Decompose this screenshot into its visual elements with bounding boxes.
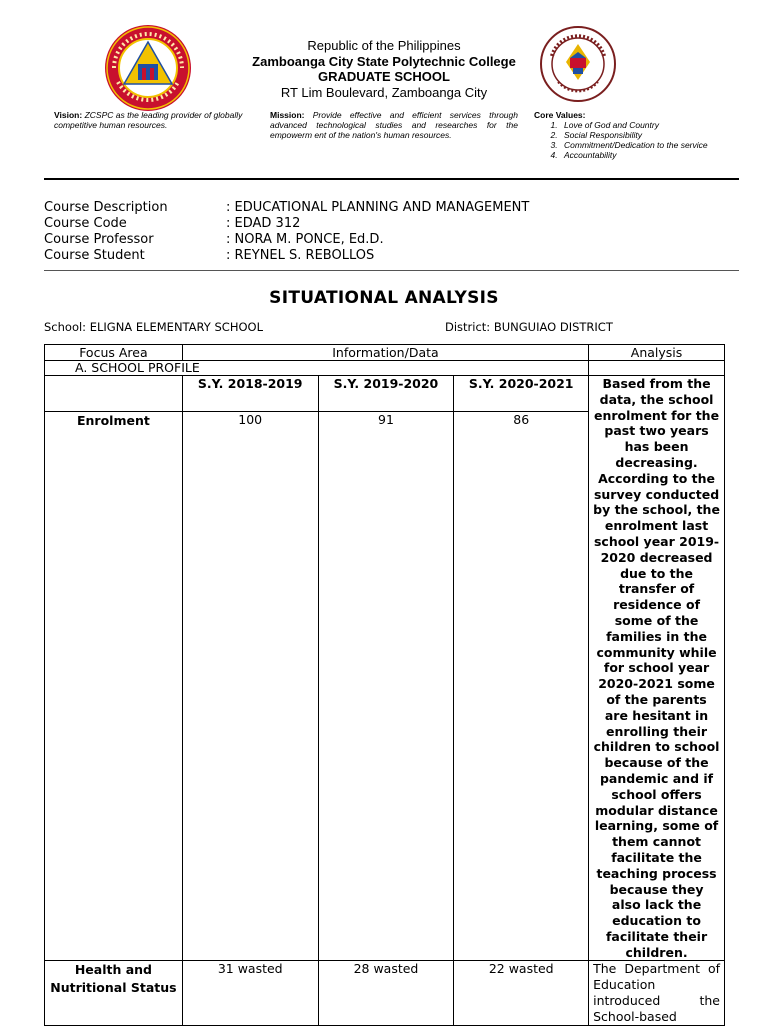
mission-label: Mission: [270,110,305,120]
vision-text: ZCSPC as the leading provider of globally competitive human resources. [54,110,243,130]
year-header-row [45,376,725,412]
school-label: School: [44,320,87,334]
header-focus-area: Focus Area [45,345,183,361]
section-row [45,361,725,376]
core-value-item: 4. Accountability [560,150,724,160]
document-title: SITUATIONAL ANALYSIS [269,288,499,308]
course-code-value: : EDAD 312 [226,216,301,231]
enrolment-value: 100 [182,412,318,961]
district-label: District: [445,320,491,334]
institution-header [200,38,568,100]
core-values-label: Core Values: [534,110,586,120]
health-value: 22 wasted [454,961,589,1025]
focus-area-health: Health and Nutritional Status [45,961,183,1025]
college-seal-logo [104,24,192,112]
course-code-row [44,216,529,232]
core-value-item: 3. Commitment/Dedication to the service [560,140,724,150]
year-header: S.Y. 2018-2019 [182,376,318,412]
header-college-name: Zamboanga City State Polytechnic College [252,53,516,69]
health-value: 28 wasted [318,961,454,1025]
mission-block [270,110,518,140]
course-student-label: Course Student [44,248,145,263]
course-code-label: Course Code [44,216,127,231]
course-description-label: Course Description [44,200,168,215]
analysis-enrolment: Based from the data, the school enrolment for the past two years has been decreasing. According to the survey conducted by the school, the enrolment last school year 2019-2020 decreased due to the transfer of residence of some of the families in the community while for school year 2020-2021 some of the parents are hesitant in enrolling their children to school because of the pandemic and if school offers modular distance learning, some of them cannot facilitate the teaching process because they also lack the education to facilitate their children. [589,376,725,961]
focus-area-enrolment: Enrolment [45,412,183,961]
mission-text: Provide effective and efficient services through advanced technological studies and researches for the empowerm ent of the nation's human resources. [270,110,518,140]
course-professor-value: : NORA M. PONCE, Ed.D. [226,232,384,247]
school-value: ELIGNA ELEMENTARY SCHOOL [89,320,263,334]
header-information-data: Information/Data [182,345,588,361]
core-values-block [534,110,724,160]
course-professor-label: Course Professor [44,232,154,247]
course-info [44,200,529,264]
district-field [445,320,613,334]
header-republic: Republic of the Philippines [307,38,461,53]
course-student-row [44,248,529,264]
core-value-item: 1. Love of God and Country [560,120,724,130]
course-student-value: : REYNEL S. REBOLLOS [226,248,375,263]
year-header: S.Y. 2019-2020 [318,376,454,412]
course-description-value: : EDUCATIONAL PLANNING AND MANAGEMENT [226,200,530,215]
year-empty-cell [45,376,183,412]
year-header: S.Y. 2020-2021 [454,376,589,412]
table-header-row [45,345,725,361]
section-empty-cell [589,361,725,376]
health-value: 31 wasted [182,961,318,1025]
situational-analysis-table [44,344,725,1026]
section-school-profile: A. SCHOOL PROFILE [45,361,589,376]
table-row [45,961,725,1025]
course-professor-row [44,232,529,248]
core-value-item: 2. Social Responsibility [560,130,724,140]
district-value: BUNGUIAO DISTRICT [493,320,613,334]
vision-label: Vision: [54,110,83,120]
course-divider [44,270,739,271]
header-divider [44,178,739,180]
course-description-row [44,200,529,216]
enrolment-value: 91 [318,412,454,961]
core-values-list [534,120,724,160]
header-analysis: Analysis [589,345,725,361]
header-address: RT Lim Boulevard, Zamboanga City [280,84,488,100]
school-field [44,320,263,334]
header-graduate-school: GRADUATE SCHOOL [318,69,450,84]
analysis-health: The Department of Education introduced the School-based [589,961,725,1025]
vision-block [54,110,254,130]
enrolment-value: 86 [454,412,589,961]
